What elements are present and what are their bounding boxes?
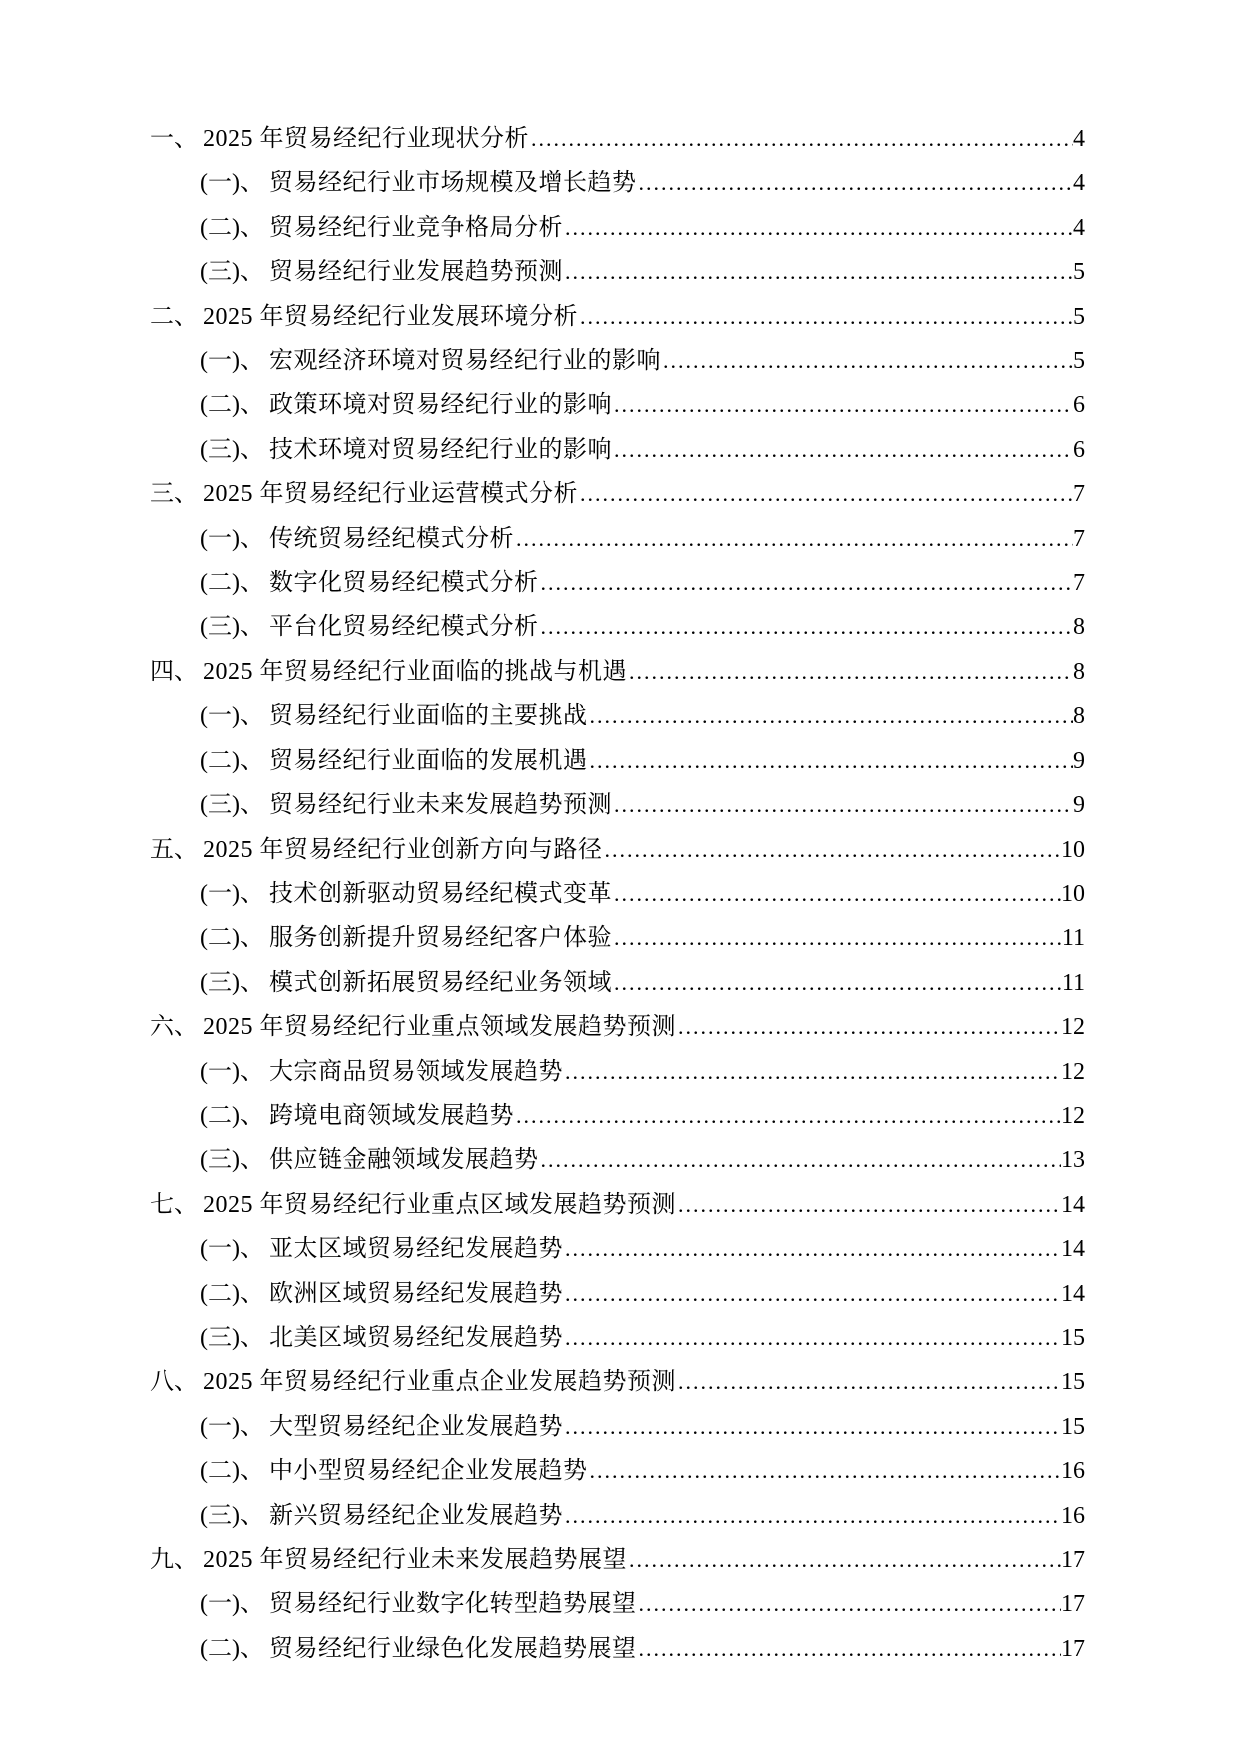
toc-entry[interactable] [0, 517, 1240, 561]
toc-entry-title: 2025 年贸易经纪行业未来发展趋势展望 [203, 1547, 627, 1573]
toc-entry-number: (二)、 [200, 1458, 264, 1485]
toc-page-number: 4 [1073, 214, 1085, 241]
toc-entry[interactable] [0, 383, 1240, 427]
dot-leader [540, 561, 1073, 604]
toc-entry-title: 2025 年贸易经纪行业现状分析 [203, 126, 529, 152]
dot-leader [605, 828, 1062, 871]
toc-entry-number: 三、 [150, 481, 198, 508]
toc-entry-title: 大宗商品贸易领域发展趋势 [268, 1058, 563, 1085]
toc-entry-title: 2025 年贸易经纪行业运营模式分析 [203, 481, 578, 508]
toc-entry[interactable] [0, 339, 1240, 383]
toc-entry-title: 贸易经纪行业绿色化发展趋势展望 [268, 1635, 637, 1662]
toc-entry-number: 五、 [150, 836, 198, 863]
dot-leader [516, 1094, 1061, 1137]
toc-page-number: 16 [1061, 1502, 1085, 1529]
dot-leader [638, 1627, 1061, 1670]
dot-leader [540, 605, 1073, 648]
toc-entry[interactable] [0, 1005, 1240, 1049]
toc-entry-number: 二、 [150, 303, 198, 330]
toc-entry[interactable] [0, 605, 1240, 649]
toc-entry-number: (三)、 [200, 614, 264, 641]
dot-leader [614, 428, 1073, 471]
dot-leader [589, 739, 1073, 782]
toc-entry[interactable] [0, 428, 1240, 472]
toc-page-number: 16 [1061, 1458, 1085, 1485]
dot-leader [678, 1183, 1061, 1226]
dot-leader [516, 517, 1073, 560]
toc-entry-number: (二)、 [200, 214, 264, 241]
toc-page-number: 11 [1061, 969, 1085, 996]
toc-page-number: 12 [1061, 1102, 1085, 1129]
dot-leader [589, 1449, 1061, 1492]
toc-entry-title: 宏观经济环境对贸易经纪行业的影响 [268, 348, 661, 375]
dot-leader [638, 161, 1073, 204]
toc-entry-title: 2025 年贸易经纪行业重点企业发展趋势预测 [203, 1369, 676, 1396]
toc-page-number: 8 [1073, 703, 1085, 730]
toc-entry-number: (三)、 [200, 792, 264, 819]
toc-entry-title: 供应链金融领域发展趋势 [268, 1147, 539, 1174]
dot-leader [614, 783, 1073, 826]
toc-entry-number: (一)、 [200, 170, 264, 197]
toc-entry-title: 2025 年贸易经纪行业发展环境分析 [203, 303, 578, 330]
toc-entry[interactable] [0, 161, 1240, 205]
dot-leader [580, 295, 1073, 338]
toc-entry-number: 八、 [150, 1369, 198, 1396]
toc-entry[interactable] [0, 1538, 1240, 1582]
toc-entry[interactable] [0, 872, 1240, 916]
dot-leader [565, 1494, 1061, 1537]
toc-entry-number: (二)、 [200, 1635, 264, 1662]
dot-leader [663, 339, 1073, 382]
dot-leader [565, 1050, 1061, 1093]
toc-entry-number: (三)、 [200, 1502, 264, 1529]
toc-entry-number: (一)、 [200, 1058, 264, 1085]
toc-entry-number: (一)、 [200, 525, 264, 552]
toc-page-number: 15 [1061, 1324, 1085, 1351]
toc-entry[interactable] [0, 916, 1240, 960]
toc-entry-number: (三)、 [200, 1324, 264, 1351]
toc-entry[interactable] [0, 1627, 1240, 1671]
toc-entry-title: 亚太区域贸易经纪发展趋势 [268, 1236, 563, 1263]
toc-entry-title: 贸易经纪行业发展趋势预测 [268, 259, 563, 286]
dot-leader [629, 1538, 1061, 1581]
toc-entry[interactable] [0, 1050, 1240, 1094]
toc-page-number: 5 [1073, 303, 1085, 330]
toc-entry-number: (一)、 [200, 703, 264, 730]
dot-leader [589, 694, 1073, 737]
toc-entry-number: 六、 [150, 1014, 198, 1041]
toc-page-number: 14 [1061, 1191, 1085, 1218]
toc-entry-title: 欧洲区域贸易经纪发展趋势 [268, 1280, 563, 1307]
toc-entry[interactable] [0, 783, 1240, 827]
toc-page-number: 6 [1073, 436, 1085, 463]
toc-entry-title: 模式创新拓展贸易经纪业务领域 [268, 969, 612, 996]
toc-entry[interactable] [0, 561, 1240, 605]
toc-page-number: 17 [1061, 1635, 1085, 1662]
toc-entry[interactable] [0, 1449, 1240, 1493]
toc-entry-number: 七、 [150, 1191, 198, 1218]
toc-page-number: 12 [1061, 1058, 1085, 1085]
toc-entry[interactable] [0, 961, 1240, 1005]
toc-entry-number: (一)、 [200, 1591, 264, 1618]
toc-entry-number: (二)、 [200, 747, 264, 774]
dot-leader [678, 1005, 1061, 1048]
toc-entry[interactable] [0, 1582, 1240, 1626]
toc-entry[interactable] [0, 117, 1240, 161]
toc-page-number: 8 [1073, 614, 1085, 641]
toc-entry[interactable] [0, 1094, 1240, 1138]
dot-leader [638, 1582, 1061, 1625]
toc-page-number: 14 [1061, 1280, 1085, 1307]
toc-entry-number: (一)、 [200, 348, 264, 375]
dot-leader [531, 117, 1073, 160]
dot-leader [614, 916, 1062, 959]
dot-leader [565, 1227, 1061, 1270]
dot-leader [540, 1138, 1061, 1181]
toc-entry-title: 2025 年贸易经纪行业重点区域发展趋势预测 [203, 1191, 676, 1218]
toc-page-number: 17 [1061, 1547, 1085, 1573]
toc-entry[interactable] [0, 650, 1240, 694]
toc-entry[interactable] [0, 472, 1240, 516]
dot-leader [629, 650, 1073, 693]
toc-entry[interactable] [0, 1494, 1240, 1538]
toc-page-number: 8 [1073, 658, 1085, 685]
toc-entry-number: (二)、 [200, 1280, 264, 1307]
toc-page-number: 7 [1073, 481, 1085, 508]
toc-entry-number: (三)、 [200, 1147, 264, 1174]
dot-leader [678, 1360, 1061, 1403]
toc-entry[interactable] [0, 694, 1240, 738]
toc-entry-number: 一、 [150, 126, 198, 152]
dot-leader [565, 206, 1073, 249]
toc-page-number: 7 [1073, 570, 1085, 597]
toc-page-number: 6 [1073, 392, 1085, 419]
toc-entry-number: (二)、 [200, 570, 264, 597]
toc-page-number: 13 [1061, 1147, 1085, 1174]
toc-page-number: 14 [1061, 1236, 1085, 1263]
toc-page-number: 11 [1061, 925, 1085, 952]
toc-page-number: 4 [1073, 170, 1085, 197]
toc-page-number: 12 [1061, 1014, 1085, 1041]
toc-entry-number: 九、 [150, 1547, 198, 1573]
toc-entry-number: (二)、 [200, 925, 264, 952]
toc-entry[interactable] [0, 1138, 1240, 1182]
toc-entry-title: 服务创新提升贸易经纪客户体验 [268, 925, 612, 952]
toc-entry-title: 技术环境对贸易经纪行业的影响 [268, 436, 612, 463]
toc-entry-title: 数字化贸易经纪模式分析 [268, 570, 539, 597]
toc-entry-number: 四、 [150, 658, 198, 685]
toc-entry-title: 中小型贸易经纪企业发展趋势 [268, 1458, 588, 1485]
toc-entry-number: (一)、 [200, 880, 264, 907]
toc-entry[interactable] [0, 828, 1240, 872]
toc-entry-title: 平台化贸易经纪模式分析 [268, 614, 539, 641]
toc-page-number: 4 [1073, 126, 1085, 152]
toc-entry-title: 技术创新驱动贸易经纪模式变革 [268, 880, 612, 907]
toc-entry-title: 2025 年贸易经纪行业创新方向与路径 [203, 836, 603, 863]
toc-page-number: 10 [1061, 880, 1085, 907]
toc-entry-number: (一)、 [200, 1413, 264, 1440]
toc-entry-number: (三)、 [200, 436, 264, 463]
dot-leader [614, 961, 1062, 1004]
toc-page-number: 9 [1073, 792, 1085, 819]
toc-entry-title: 贸易经纪行业未来发展趋势预测 [268, 792, 612, 819]
toc-page-number: 7 [1073, 525, 1085, 552]
toc-entry[interactable] [0, 1227, 1240, 1271]
dot-leader [565, 1316, 1061, 1359]
toc-page-number: 10 [1061, 836, 1085, 863]
toc-page-number: 5 [1073, 348, 1085, 375]
toc-page-number: 5 [1073, 259, 1085, 286]
toc-entry-number: (三)、 [200, 259, 264, 286]
toc-entry[interactable] [0, 1316, 1240, 1360]
toc-entry-title: 新兴贸易经纪企业发展趋势 [268, 1502, 563, 1529]
dot-leader [614, 872, 1061, 915]
toc-page-number: 15 [1061, 1413, 1085, 1440]
toc-entry[interactable] [0, 206, 1240, 250]
toc-entry-title: 2025 年贸易经纪行业重点领域发展趋势预测 [203, 1014, 676, 1041]
toc-entry-number: (二)、 [200, 1102, 264, 1129]
toc-entry-title: 贸易经纪行业数字化转型趋势展望 [268, 1591, 637, 1618]
toc-entry-title: 大型贸易经纪企业发展趋势 [268, 1413, 563, 1440]
toc-entry-number: (一)、 [200, 1236, 264, 1263]
toc-entry-title: 跨境电商领域发展趋势 [268, 1102, 514, 1129]
toc-entry-title: 贸易经纪行业面临的主要挑战 [268, 703, 588, 730]
toc-entry-title: 贸易经纪行业面临的发展机遇 [268, 747, 588, 774]
toc-entry[interactable] [0, 250, 1240, 294]
toc-entry[interactable] [0, 1405, 1240, 1449]
toc-entry-title: 贸易经纪行业竞争格局分析 [268, 214, 563, 241]
toc-entry-title: 贸易经纪行业市场规模及增长趋势 [268, 170, 637, 197]
toc-entry[interactable] [0, 1183, 1240, 1227]
toc-entry[interactable] [0, 1360, 1240, 1404]
toc-entry-title: 政策环境对贸易经纪行业的影响 [268, 392, 612, 419]
toc-entry-number: (三)、 [200, 969, 264, 996]
toc-entry-title: 2025 年贸易经纪行业面临的挑战与机遇 [203, 658, 627, 685]
dot-leader [565, 250, 1073, 293]
toc-entry-title: 传统贸易经纪模式分析 [268, 525, 514, 552]
toc-page-number: 17 [1061, 1591, 1085, 1618]
toc-page-number: 15 [1061, 1369, 1085, 1396]
toc-entry-title: 北美区域贸易经纪发展趋势 [268, 1324, 563, 1351]
toc-page-number: 9 [1073, 747, 1085, 774]
dot-leader [565, 1405, 1061, 1448]
dot-leader [580, 472, 1073, 515]
dot-leader [565, 1272, 1061, 1315]
toc-entry[interactable] [0, 295, 1240, 339]
dot-leader [614, 383, 1073, 426]
toc-entry-number: (二)、 [200, 392, 264, 419]
toc-entry[interactable] [0, 1272, 1240, 1316]
toc-entry[interactable] [0, 739, 1240, 783]
